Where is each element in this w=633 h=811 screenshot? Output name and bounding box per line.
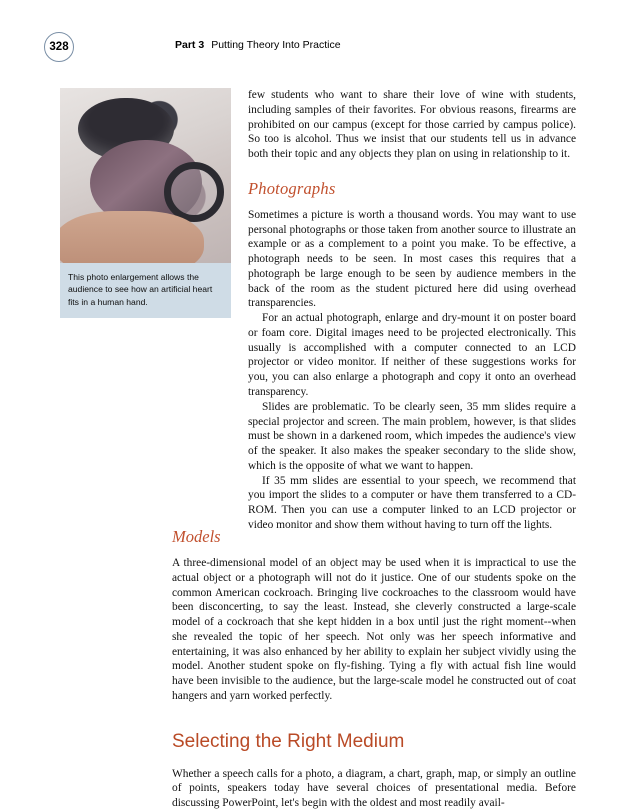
paragraph-models: A three-dimensional model of an object may be used when it is impractical to use the actual object or a photograph will not do it justice. One of our students spoke on the common American cockroach. Bringing live cockroaches to the classroom would have been disconcerting, to say the least. Instead, she cleverly constructed a large-scale model of a cockroach that she kept hidden in a box until just the right moment--when she revealed the topic of her speech. Not only was her speech informative and entertaining, it was also enhanced by her ability to explain her subject vividly using the model. Another student spoke on fly-fishing. Tying a fly with actual fish line would have been invisible to the audience, but the large-scale model he constructed out of coat hangers and yarn worked perfectly.: [172, 557, 576, 702]
lower-text-block: [172, 527, 576, 811]
part-label: Part 3: [175, 39, 205, 51]
heading-photographs: Photographs: [248, 178, 336, 198]
heading-selecting-the-right-medium: Selecting the Right Medium: [172, 730, 405, 752]
paragraph-photographs-3: Slides are problematic. To be clearly seen, 35 mm slides require a special projector and screen. The main problem, however, is that slides must be shown in a darkened room, which impedes the audience's view of the speaker. It also makes the speaker secondary to the slide show, which is the opposite of what we want to happen.: [248, 400, 576, 472]
running-head: [44, 32, 589, 62]
paragraph-selecting: Whether a speech calls for a photo, a diagram, a chart, graph, map, or simply an outline of points, speakers today have several choices of presentational media. Before discussing PowerPoint, let's begin with the oldest and most readily avail-: [172, 767, 576, 810]
book-section-title: Putting Theory Into Practice: [211, 39, 341, 51]
photo-shape-hand: [60, 211, 204, 263]
paragraph-photographs-1: Sometimes a picture is worth a thousand words. You may want to use personal photographs or those taken from another source to illustrate an example or as a complement to a point you make. To be effective, a photograph needs to be seen. In most cases this requires that a photograph be large enough to be seen by audience members in the back of the room as the student pictured here did using overhead transparencies.: [248, 208, 576, 310]
figure: [60, 88, 231, 318]
figure-caption-text: This photo enlargement allows the audience to see how an artificial heart fits in a human hand.: [68, 272, 213, 307]
photo-shape-ring: [164, 162, 224, 222]
figure-caption-box: [60, 263, 231, 318]
breadcrumb: [175, 39, 341, 51]
heading-models: Models: [172, 527, 221, 546]
main-text-column: [248, 88, 576, 533]
paragraph-photographs-2: For an actual photograph, enlarge and dry-mount it on poster board or foam core. Digital images need to be projected electronically. This usually is accomplished with a computer connected to an LCD projector or video monitor. If neither of these suggestions works for you, you can also enlarge a photograph and copy it onto an overhead transparency.: [248, 312, 576, 399]
page-number: 328: [44, 32, 74, 62]
paragraph-photographs-4: If 35 mm slides are essential to your speech, we recommend that you import the slides to a computer or have them transferred to a CD-ROM. Then you can use a computer linked to an LCD projector or video monitor and show them without having to turn off the lights.: [248, 474, 576, 531]
photograph-image: [60, 88, 231, 263]
paragraph-intro: few students who want to share their love of wine with students, including samples of their favorites. For obvious reasons, firearms are prohibited on our campus (except for those carried by campus police). So too is alcohol. Thus we insist that our students tell us in advance both their topic and any objects they plan on using in relationship to it.: [248, 89, 576, 161]
